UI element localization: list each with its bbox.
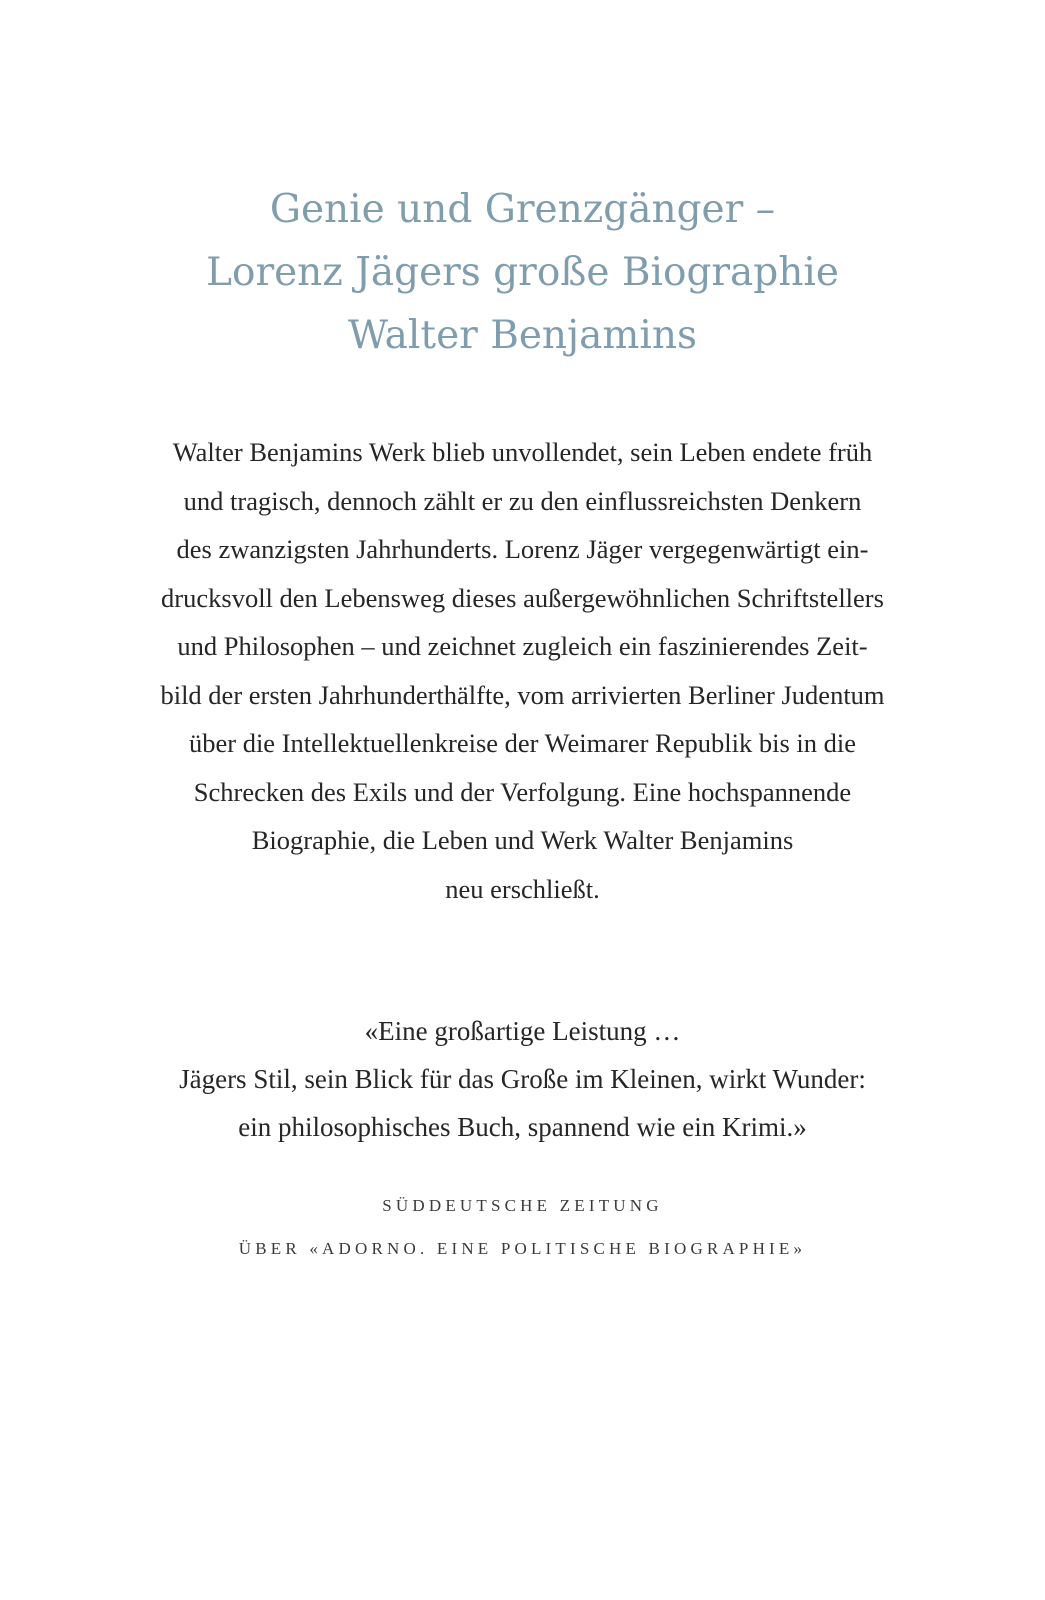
blurb-line: neu erschließt. [445,873,600,904]
source-publication: SÜDDEUTSCHE ZEITUNG [382,1196,663,1215]
quote-line: ein philosophisches Buch, spannend wie ein Krimi.» [238,1112,807,1142]
cover-headline [0,178,1045,367]
blurb-line: des zwanzigsten Jahrhunderts. Lorenz Jäger vergegenwärtigt ein- [176,534,869,564]
blurb-paragraph [0,428,1045,913]
blurb-line: drucksvoll den Lebensweg dieses außergewöhnlichen Schriftstellers [161,582,884,613]
headline-line-2: Lorenz Jägers große Biographie [206,250,839,295]
quote-line: «Eine großartige Leistung … [364,1016,681,1046]
quote-source [0,1184,1045,1270]
blurb-line: über die Intellektuellenkreise der Weimarer Republik bis in die [188,728,857,758]
blurb-line: Walter Benjamins Werk blieb unvollendet, sein Leben endete früh [172,437,873,467]
headline-line-1: Genie und Grenzgänger – [269,187,776,232]
blurb-line: Schrecken des Exils und der Verfolgung. Eine hochspannende [193,776,852,807]
source-context: ÜBER «ADORNO. EINE POLITISCHE BIOGRAPHIE» [238,1239,807,1258]
headline-line-3: Walter Benjamins [347,313,697,358]
quote-line: Jägers Stil, sein Blick für das Große im Kleinen, wirkt Wunder: [179,1064,866,1094]
blurb-line: und tragisch, dennoch zählt er zu den einflussreichsten Denkern [183,485,862,516]
blurb-line: Biographie, die Leben und Werk Walter Benjamins [251,825,794,855]
blurb-line: und Philosophen – und zeichnet zugleich ein faszinierendes Zeit- [177,631,868,661]
review-quote [0,1007,1045,1151]
blurb-line: bild der ersten Jahrhunderthälfte, vom arrivierten Berliner Judentum [160,679,885,710]
